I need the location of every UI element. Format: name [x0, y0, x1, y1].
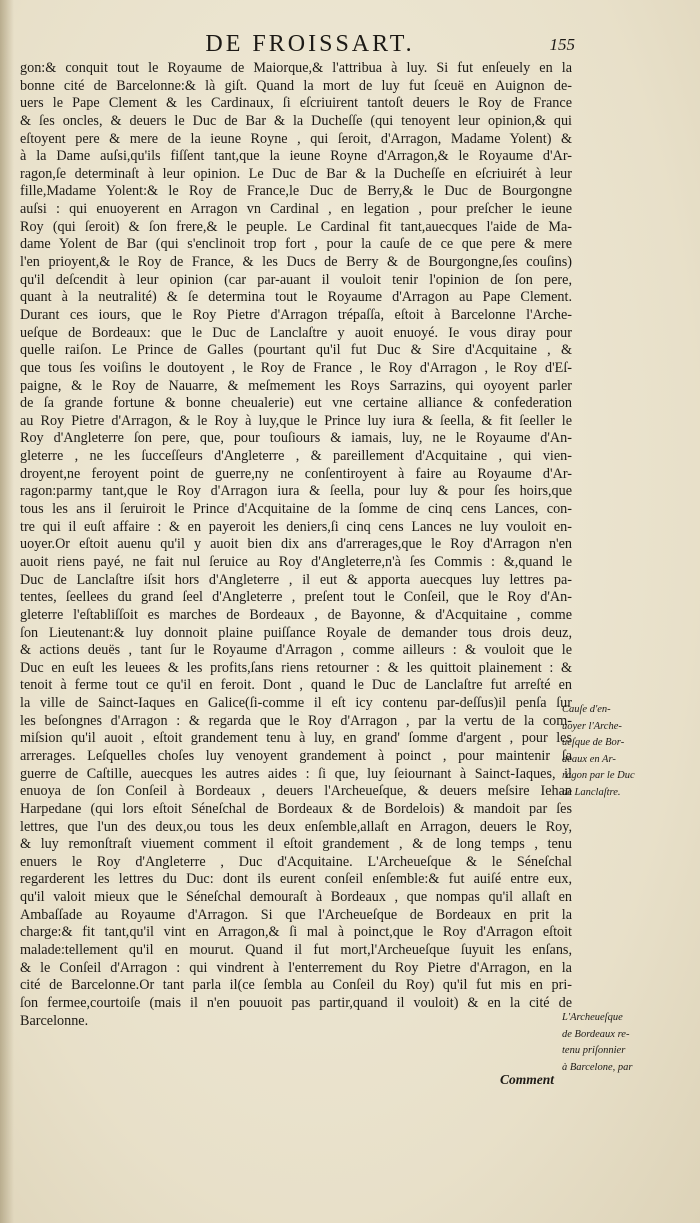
catchword: Comment: [499, 1072, 554, 1087]
text-line: enuoya de ſon Conſeil à Bordeaux , deuers l'Archeueſque, & deuers meſsire Iehan: [20, 783, 572, 800]
text-line: au Roy Pietre d'Arragon, & le Roy à luy,que le Prince luy iura & ſeella, & fit ſeeller le: [20, 412, 572, 429]
marginal-note-line: ueſque de Bor-: [562, 737, 625, 748]
text-line: gleterre l'eſtabliſſoit es marches de Bordeaux , de Bayonne, & d'Acquitaine , comme: [20, 606, 572, 623]
text-line: Duc de Lanclaſtre iſsit hors d'Angleterre , il eut & apporta auecques luy lettres pa-: [20, 571, 572, 588]
marginal-note-line: de Bordeaux re-: [562, 1028, 630, 1040]
text-line: lettres, que l'un des deux,ou tous les deux enſemble,allaſt en Arragon, deuers le Roy,: [20, 818, 572, 835]
text-line: & ſes oncles, & deuers le Duc de Bar & la Ducheſſe (qui tenoyent leur opinion,& qui: [20, 112, 572, 129]
text-line: que tous ſes voiſins le doutoyent , le Roy de France , le Roy d'Arragon , le Roy d'Eſ-: [20, 359, 572, 376]
text-line: qu'il deſcendit à leur opinion (car par-auant il vouloit tenir l'opinion de ſon pere,: [20, 271, 572, 288]
marginal-note-line: Cauſe d'en-: [562, 704, 611, 715]
page-gutter-shadow: [0, 0, 14, 1223]
text-line: uoyer.Or eſtoit auenu qu'il y auoit bien dix ans d'arrerages,que le Roy d'Arragon n'en: [20, 536, 572, 553]
text-line: bonne cité de Barcelonne:& là giſt. Quand la mort de luy fut ſceuë en Auignon de-: [20, 77, 572, 94]
text-line: Ambaſſade au Royaume d'Arragon. Si que l'Archeueſque de Bordeaux en prit la: [20, 906, 572, 923]
marginal-note-line: uoyer l'Arche-: [562, 720, 622, 732]
text-line: eſtoyent pere & mere de la ieune Royne , qui ſeroit, d'Arragon, Madame Yolent) &: [20, 130, 572, 147]
text-line: ragon:parmy tant,que le Roy d'Arragon iura & ſeella, pour luy & pour ſes hoirs,que: [20, 483, 572, 500]
marginal-note-cause: [562, 702, 684, 801]
text-line: la ville de Sainct-Iaques en Galice(ſi-comme il eſt icy contenu par-deſſus)il penſa ſur: [20, 695, 572, 712]
text-line: l'en prioyent,& le Roy de France, & les Ducs de Berry & de Bourgongne,ſes couſins): [20, 254, 572, 271]
text-line: cité de Barcelonne.Or tant parla il(ce ſembla au Conſeil du Roy) qu'il fut mis en pri-: [20, 977, 572, 994]
text-line: guerre de Caſtille, auecques les autres aides : ſi que, luy ſeiournant à Sainct-Iaques, il: [20, 765, 572, 782]
text-line: & actions deuës , tant ſur le Royaume d'Arragon , comme ailleurs : & vouloit que le: [20, 642, 572, 659]
marginal-note-line: ragon par le Duc: [562, 770, 635, 781]
text-line: malade:tellement qu'il en mourut. Quand il fut mort,l'Archeueſque ſuyuit les enſans,: [20, 942, 572, 959]
marginal-note-line: à Barcelone, par: [562, 1061, 633, 1073]
text-line: enuers le Roy d'Angleterre , Duc d'Acquitaine. L'Archeueſque & le Séneſchal: [20, 853, 572, 870]
text-line: arrerages. Leſquelles choſes luy venoyent grandement à poinct , pour maintenir ſa: [20, 747, 572, 764]
text-line: ſon fermee,courtoiſe (mais il n'en pouuoit pas partir,quand il vouloit) & en la cité de: [20, 994, 572, 1011]
text-line: quant à la neutralité) & ſe determina tout le Royaume d'Arragon au Pape Clement.: [20, 289, 572, 306]
text-line: Durant ces iours, que le Roy Pietre d'Arragon trépaſſa, eſtoit à Barcelonne l'Arche-: [20, 306, 572, 323]
text-line: Roy (qui ſeroit) & ſon frere,& le peuple. Le Cardinal fit tant,auecques l'aide de Ma-: [20, 218, 572, 235]
text-line: tentes, ſeellees du grand ſeel d'Angleterre , preſent tout le Conſeil, que le Roy d'An-: [20, 589, 572, 606]
text-line: tenoit à ferme tout ce qu'il en feroit. Dont , quand le Duc de Lanclaſtre fut arreſté en: [20, 677, 572, 694]
text-line: auſsi : qui enuoyerent en Arragon vn Cardinal , en legation , pour preſcher le ieune: [20, 201, 572, 218]
text-line: qu'il valoit mieux que le Séneſchal demouraſt à Bordeaux , que nompas qu'il allaſt en: [20, 889, 572, 906]
text-line: charge:& fit tant,qu'il vint en Arragon,& ſi mal à poinct,que le Roy d'Arragon eſtoit: [20, 924, 572, 941]
text-line: uers le Pape Clement & les Cardinaux, ſi eſcriuirent tantoſt deuers le Roy de France: [20, 95, 572, 112]
marginal-note-line: de Lanclaſtre.: [562, 786, 621, 798]
text-line: regarderent les lettres du Duc: dont ils eurent conſeil enſemble:& fut auiſé entre eux,: [20, 871, 572, 888]
text-line: quelle raiſon. Le Prince de Galles (pourtant qu'il fut Duc & Sire d'Acquitaine , &: [20, 342, 572, 359]
text-line: de ſa grande fortune & bonne cheualerie) eut vne certaine alliance & confederation: [20, 395, 572, 412]
marginal-note-line: L'Archeueſque: [562, 1012, 623, 1023]
text-line: ſon Lieutenant:& luy donnoit plaine puiſſance Royale de demander tous drois deuz,: [20, 624, 572, 641]
text-line: & luy remonſtraſt viuement comment il eſtoit grandement , & de long temps , tenu: [20, 836, 572, 853]
text-line: Barcelonne.: [20, 1012, 89, 1029]
text-line: Roy d'Angleterre ſon pere, que, pour touſiours & iamais, luy, ne le Royaume d'An-: [20, 430, 572, 447]
text-line: ragon,ſe determinaſt à leur opinion. Le Duc de Bar & la Ducheſſe en eſcriuirét à leur: [20, 165, 572, 182]
marginal-note-archbishop: [562, 1010, 684, 1076]
running-title: DE FROISSART.: [205, 31, 415, 57]
text-line: & le Conſeil d'Arragon : qui vindrent à l'enterrement du Roy Pietre d'Arragon, en la: [20, 959, 572, 976]
text-line: tre qui il euſt affaire : & en payeroit les deniers,ſi cinq cens Lances ne luy vouloit en-: [20, 518, 572, 535]
text-line: à la Dame auſsi,qu'ils fiſſent tant,que la ieune Royne d'Arragon,& le Royaume d'Ar-: [20, 148, 572, 165]
marginal-note-line: tenu priſonnier: [562, 1045, 626, 1056]
text-line: gleterre , ne les ſucceſſeurs d'Angleterre , & pareillement d'Acquitaine , qui vien-: [20, 448, 572, 465]
text-line: miſsion qu'il auoit , eſtoit grandement tenu à luy, en grand' ſomme d'argent , pour les: [20, 730, 572, 747]
text-line: Duc en euſt les leuees & les profits,ſans riens retourner : & les quittoit plainement : &: [20, 659, 572, 676]
marginal-note-line: deaux en Ar-: [562, 753, 616, 765]
text-line: Harpedane (qui lors eſtoit Séneſchal de Bordeaux & de Bordelois) & mandoit par ſes: [20, 800, 572, 817]
text-line: dame Yolent de Bar (qui s'enclinoit trop fort , pour la cauſe de ce que pere & mere: [20, 236, 572, 253]
text-line: tous les ans il ſeruiroit le Prince d'Acquitaine de la ſomme de cinq cens Lances, con-: [20, 501, 572, 518]
body-text: [20, 60, 572, 1030]
text-line: auoit riens payé, ne fait nul ſeruice au Roy d'Angleterre,n'à ſes Commis : &,quand le: [20, 553, 572, 570]
text-line: les beſongnes d'Arragon : & regarda que le Roy d'Arragon , par la vertu de la com-: [20, 712, 572, 729]
page-number: 155: [549, 35, 575, 54]
text-line: gon:& conquit tout le Royaume de Maiorque,& l'attribua à luy. Si fut enſeuely en la: [20, 60, 572, 76]
text-line: paigne, & le Roy de Nauarre, & meſmement les Roys Sarrazins, qui oyoyent parler: [20, 377, 572, 394]
text-line: droyent,ne feroyent point de guerre,ny ne conſentiroyent à faire au Royaume d'Ar-: [20, 465, 572, 482]
text-line: ueſque de Bordeaux: que le Duc de Lanclaſtre y auoit enuoyé. Ie vous diray pour: [20, 324, 572, 341]
text-line: fille,Madame Yolent:& le Roy de France,le Duc de Berry,& le Duc de Bourgongne: [20, 183, 572, 200]
